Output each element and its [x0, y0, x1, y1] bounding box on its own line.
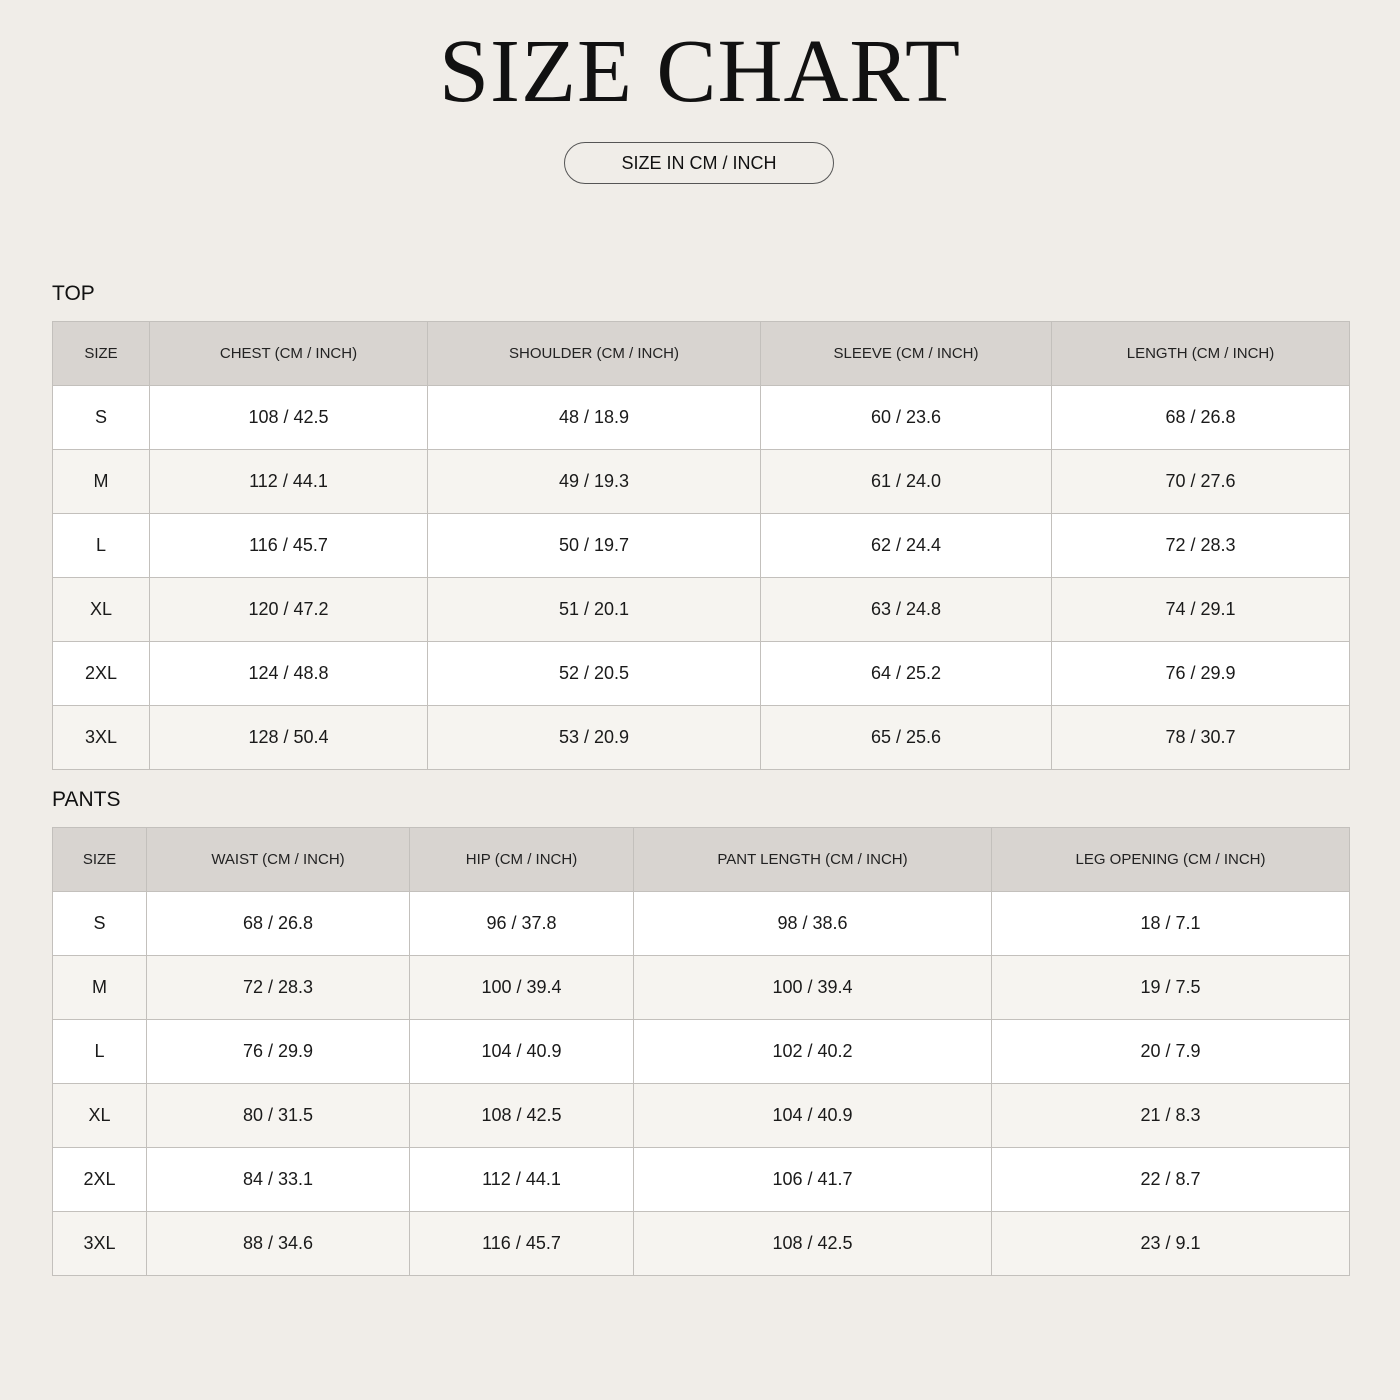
shoulder-cell: 48 / 18.9	[428, 386, 761, 450]
table-row	[53, 578, 1350, 642]
column-header-size: SIZE	[53, 828, 147, 892]
pant-length-cell: 106 / 41.7	[634, 1148, 992, 1212]
leg-opening-cell: 23 / 9.1	[992, 1212, 1350, 1276]
waist-cell: 68 / 26.8	[147, 892, 410, 956]
size-cell: L	[53, 1020, 147, 1084]
header-row	[53, 322, 1350, 386]
waist-cell: 88 / 34.6	[147, 1212, 410, 1276]
sleeve-cell: 60 / 23.6	[761, 386, 1052, 450]
size-cell: 3XL	[53, 706, 150, 770]
sleeve-cell: 63 / 24.8	[761, 578, 1052, 642]
table-row	[53, 1020, 1350, 1084]
size-cell: M	[53, 956, 147, 1020]
pant-length-cell: 108 / 42.5	[634, 1212, 992, 1276]
table-row	[53, 642, 1350, 706]
table-row	[53, 386, 1350, 450]
column-header-pant-length: PANT LENGTH (CM / INCH)	[634, 828, 992, 892]
table-row	[53, 1212, 1350, 1276]
column-header-length: LENGTH (CM / INCH)	[1052, 322, 1350, 386]
unit-note-badge	[564, 142, 834, 184]
table-row	[53, 1148, 1350, 1212]
size-cell: 2XL	[53, 1148, 147, 1212]
sleeve-cell: 64 / 25.2	[761, 642, 1052, 706]
sleeve-cell: 65 / 25.6	[761, 706, 1052, 770]
table-row	[53, 514, 1350, 578]
length-cell: 78 / 30.7	[1052, 706, 1350, 770]
waist-cell: 84 / 33.1	[147, 1148, 410, 1212]
waist-cell: 72 / 28.3	[147, 956, 410, 1020]
header-row	[53, 828, 1350, 892]
table-row	[53, 892, 1350, 956]
size-cell: M	[53, 450, 150, 514]
pant-length-cell: 100 / 39.4	[634, 956, 992, 1020]
column-header-size: SIZE	[53, 322, 150, 386]
pant-length-cell: 104 / 40.9	[634, 1084, 992, 1148]
pant-length-cell: 102 / 40.2	[634, 1020, 992, 1084]
pants-size-table	[52, 827, 1350, 1276]
size-cell: S	[53, 892, 147, 956]
chest-cell: 112 / 44.1	[150, 450, 428, 514]
leg-opening-cell: 21 / 8.3	[992, 1084, 1350, 1148]
column-header-shoulder: SHOULDER (CM / INCH)	[428, 322, 761, 386]
shoulder-cell: 52 / 20.5	[428, 642, 761, 706]
table-row	[53, 1084, 1350, 1148]
top-section-label: TOP	[52, 282, 95, 305]
shoulder-cell: 50 / 19.7	[428, 514, 761, 578]
waist-cell: 76 / 29.9	[147, 1020, 410, 1084]
table-row	[53, 956, 1350, 1020]
hip-cell: 116 / 45.7	[410, 1212, 634, 1276]
unit-note-label: SIZE IN CM / INCH	[621, 152, 777, 173]
table-row	[53, 706, 1350, 770]
top-table-header	[53, 322, 1350, 386]
chest-cell: 108 / 42.5	[150, 386, 428, 450]
size-cell: XL	[53, 578, 150, 642]
length-cell: 68 / 26.8	[1052, 386, 1350, 450]
hip-cell: 108 / 42.5	[410, 1084, 634, 1148]
pants-section-label: PANTS	[52, 788, 121, 811]
top-table-body	[53, 386, 1350, 770]
page-title: SIZE CHART	[438, 22, 962, 121]
waist-cell: 80 / 31.5	[147, 1084, 410, 1148]
size-cell: S	[53, 386, 150, 450]
length-cell: 74 / 29.1	[1052, 578, 1350, 642]
chest-cell: 124 / 48.8	[150, 642, 428, 706]
pant-length-cell: 98 / 38.6	[634, 892, 992, 956]
chest-cell: 120 / 47.2	[150, 578, 428, 642]
leg-opening-cell: 22 / 8.7	[992, 1148, 1350, 1212]
size-cell: 2XL	[53, 642, 150, 706]
leg-opening-cell: 19 / 7.5	[992, 956, 1350, 1020]
leg-opening-cell: 18 / 7.1	[992, 892, 1350, 956]
size-cell: 3XL	[53, 1212, 147, 1276]
shoulder-cell: 51 / 20.1	[428, 578, 761, 642]
length-cell: 76 / 29.9	[1052, 642, 1350, 706]
sleeve-cell: 61 / 24.0	[761, 450, 1052, 514]
sleeve-cell: 62 / 24.4	[761, 514, 1052, 578]
chest-cell: 128 / 50.4	[150, 706, 428, 770]
column-header-leg-opening: LEG OPENING (CM / INCH)	[992, 828, 1350, 892]
hip-cell: 104 / 40.9	[410, 1020, 634, 1084]
column-header-waist: WAIST (CM / INCH)	[147, 828, 410, 892]
pants-table-header	[53, 828, 1350, 892]
size-cell: L	[53, 514, 150, 578]
size-cell: XL	[53, 1084, 147, 1148]
pants-table-body	[53, 892, 1350, 1276]
leg-opening-cell: 20 / 7.9	[992, 1020, 1350, 1084]
column-header-chest: CHEST (CM / INCH)	[150, 322, 428, 386]
length-cell: 72 / 28.3	[1052, 514, 1350, 578]
column-header-hip: HIP (CM / INCH)	[410, 828, 634, 892]
shoulder-cell: 53 / 20.9	[428, 706, 761, 770]
hip-cell: 100 / 39.4	[410, 956, 634, 1020]
top-size-table	[52, 321, 1350, 770]
hip-cell: 96 / 37.8	[410, 892, 634, 956]
shoulder-cell: 49 / 19.3	[428, 450, 761, 514]
hip-cell: 112 / 44.1	[410, 1148, 634, 1212]
table-row	[53, 450, 1350, 514]
column-header-sleeve: SLEEVE (CM / INCH)	[761, 322, 1052, 386]
chest-cell: 116 / 45.7	[150, 514, 428, 578]
length-cell: 70 / 27.6	[1052, 450, 1350, 514]
